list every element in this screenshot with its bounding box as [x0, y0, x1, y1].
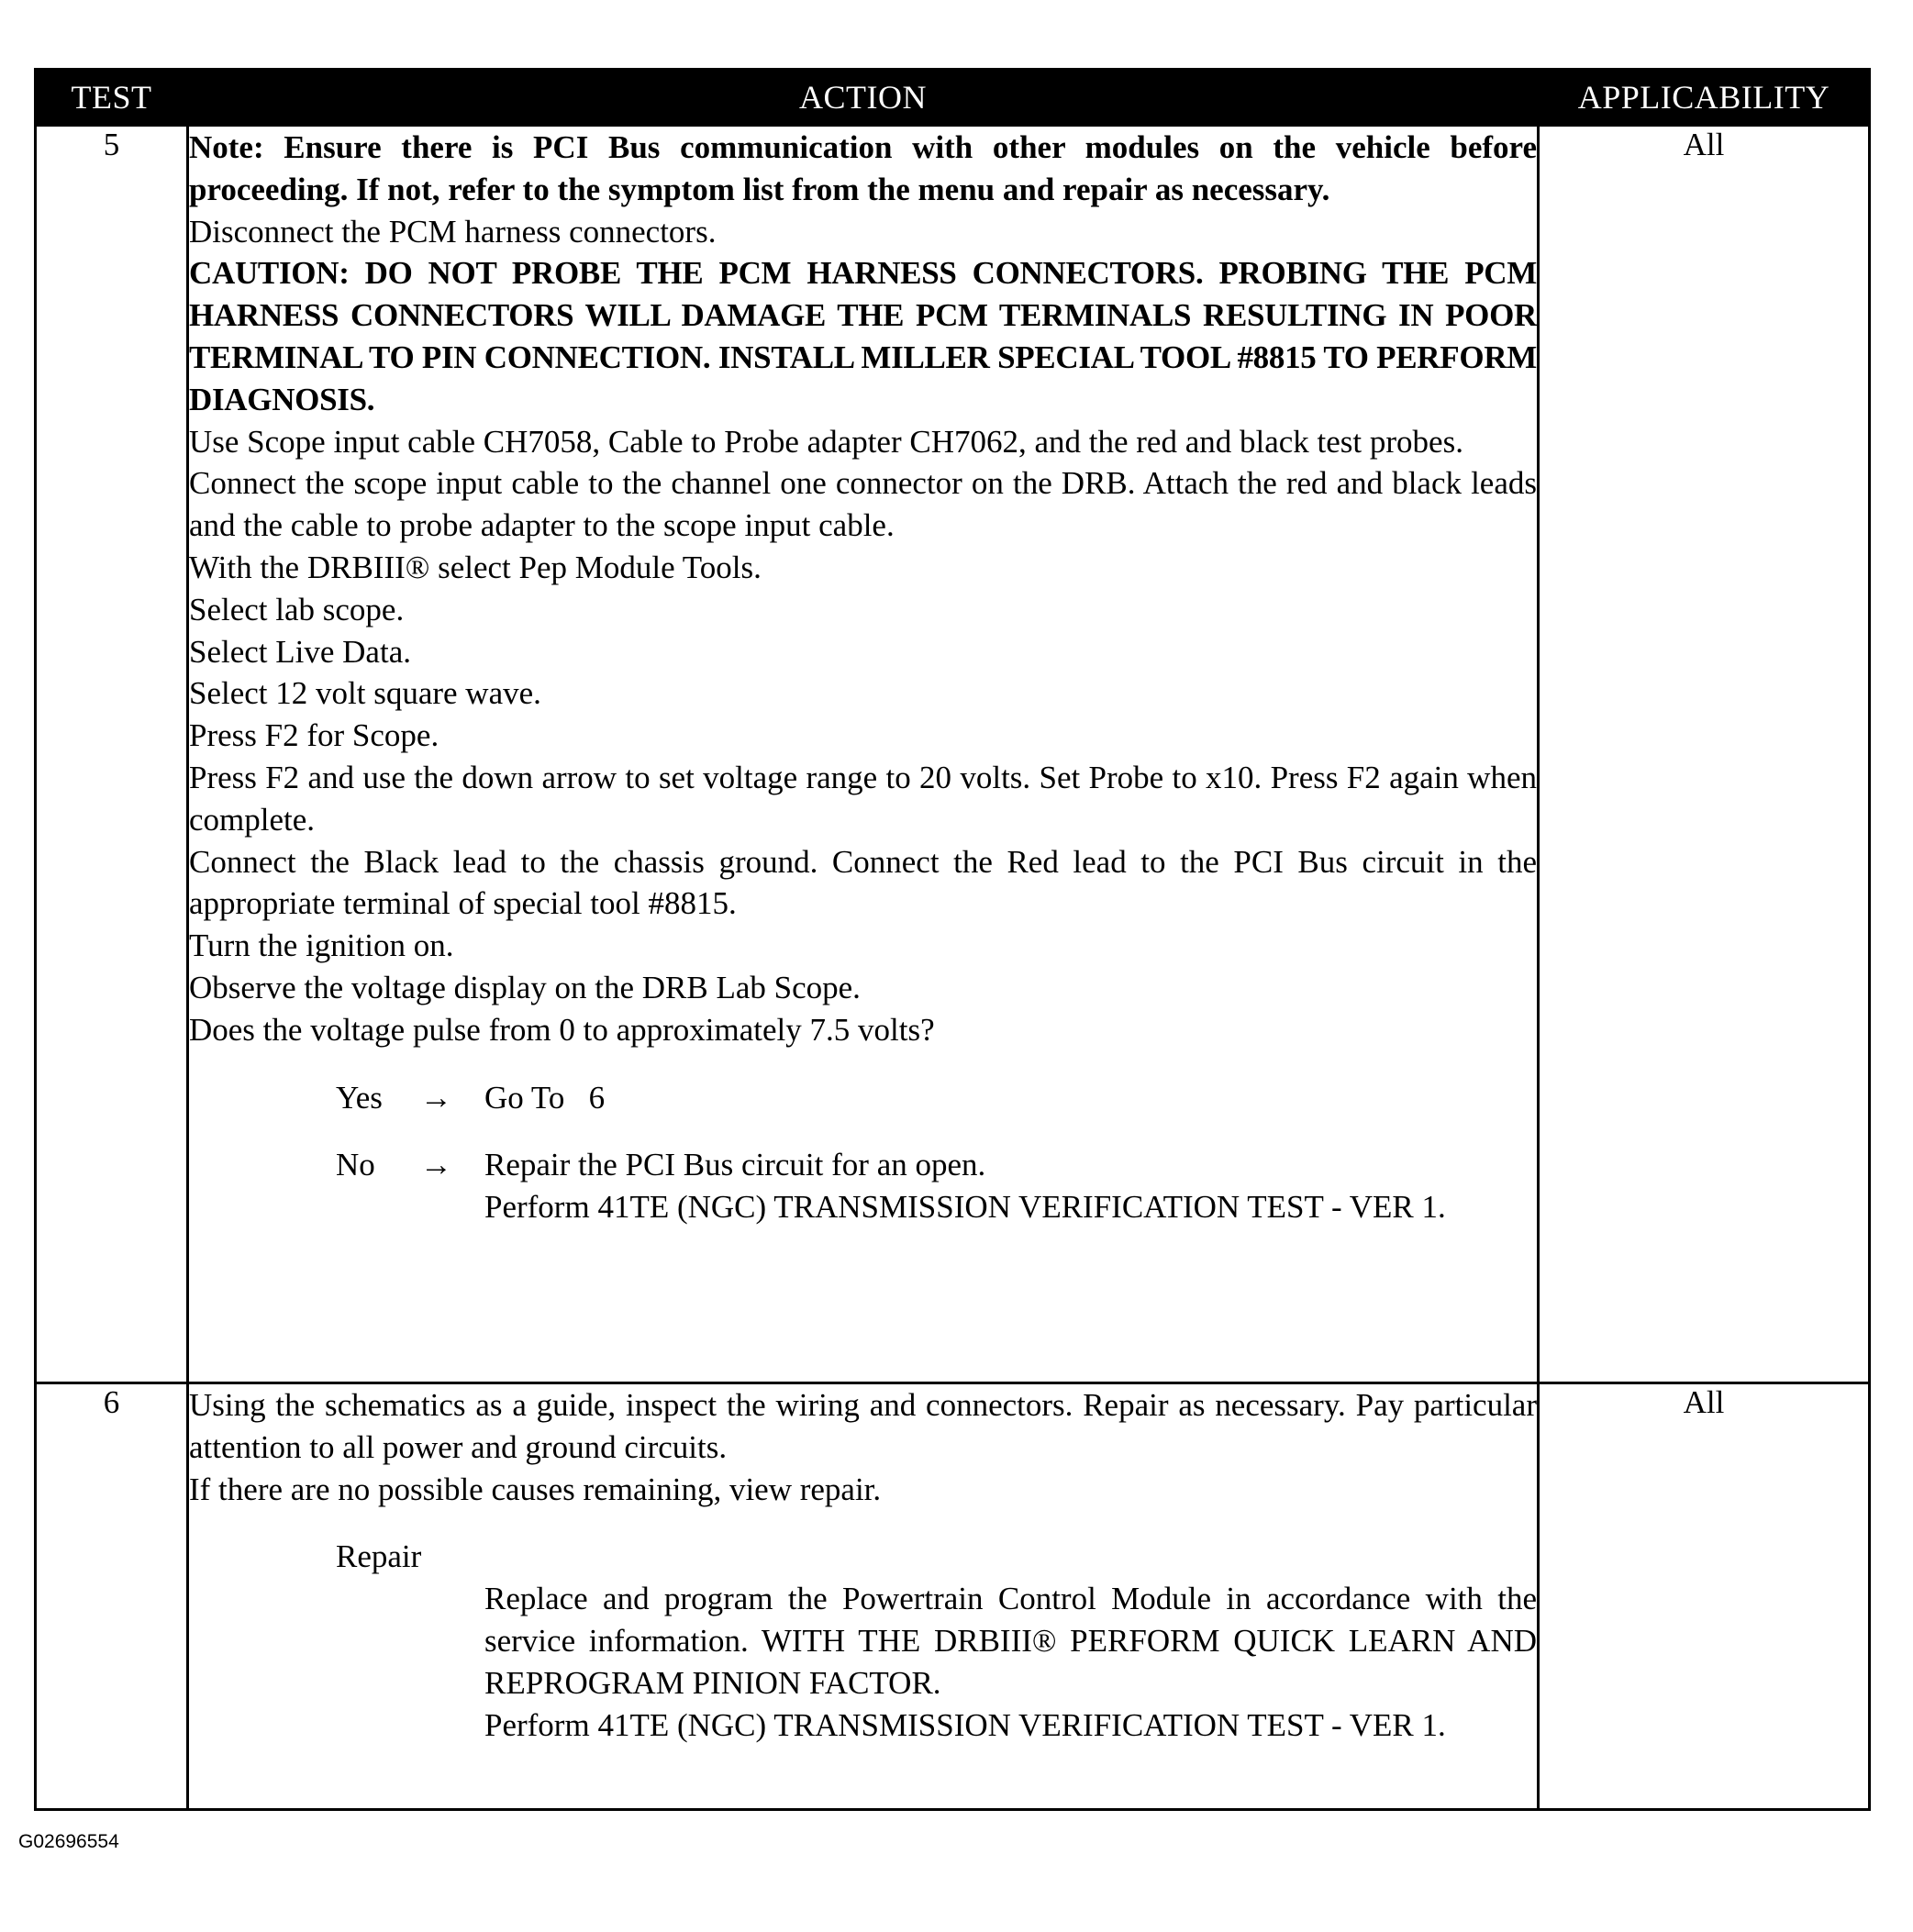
- action-line: Use Scope input cable CH7058, Cable to Probe adapter CH7062, and the red and black test probes.: [189, 423, 1463, 460]
- action-line: Select 12 volt square wave.: [189, 675, 541, 712]
- header-action: ACTION: [188, 70, 1539, 126]
- action-line: Connect the scope input cable to the channel one connector on the DRB. Attach the red and black leads and the cable to probe adapter to the scope input cable.: [189, 465, 1537, 544]
- caution-text: CAUTION: DO NOT PROBE THE PCM HARNESS CONNECTORS. PROBING THE PCM HARNESS CONNECTORS WILL DAMAGE THE PCM TERMINALS RESULTING IN POOR TERMINAL TO PIN CONNECTION. INSTALL MILLER SPECIAL TOOL #8815 TO PERFORM DIAGNOSIS.: [189, 255, 1537, 417]
- applicability-cell: All: [1539, 126, 1870, 1383]
- action-line: With the DRBIII® select Pep Module Tools.: [189, 549, 762, 585]
- table-header-row: [36, 70, 1870, 126]
- figure-id: G02696554: [18, 1831, 119, 1852]
- no-branch: [189, 1144, 1537, 1228]
- action-line: Press F2 and use the down arrow to set voltage range to 20 volts. Set Probe to x10. Press F2 again when complete.: [189, 759, 1537, 838]
- action-line: Press F2 for Scope.: [189, 717, 439, 754]
- applicability-cell: All: [1539, 1383, 1870, 1810]
- test-number: 6: [36, 1383, 188, 1810]
- repair-line: Replace and program the Powertrain Control Module in accordance with the service information. WITH THE DRBIII® PERFORM QUICK LEARN AND REPROGRAM PINION FACTOR.: [484, 1581, 1537, 1701]
- table-row: [36, 126, 1870, 1383]
- action-line: Select Live Data.: [189, 633, 411, 670]
- action-line: Disconnect the PCM harness connectors.: [189, 213, 717, 250]
- action-line: If there are no possible causes remaining, view repair.: [189, 1471, 882, 1507]
- action-cell: [188, 1383, 1539, 1810]
- header-test: TEST: [36, 70, 188, 126]
- yes-label: Yes: [336, 1079, 383, 1116]
- no-result-line: Repair the PCI Bus circuit for an open.: [484, 1147, 986, 1183]
- table-row: [36, 1383, 1870, 1810]
- yes-result: Go To 6: [484, 1079, 606, 1116]
- action-line: Observe the voltage display on the DRB Lab Scope.: [189, 969, 861, 1005]
- action-line: Does the voltage pulse from 0 to approximately 7.5 volts?: [189, 1011, 935, 1048]
- note-text: Note: Ensure there is PCI Bus communication with other modules on the vehicle before proceeding. If not, refer to the symptom list from the menu and repair as necessary.: [189, 129, 1537, 207]
- action-line: Turn the ignition on.: [189, 927, 454, 964]
- diagnostic-test-table: [34, 68, 1871, 1811]
- diagnostic-table-container: [34, 68, 1868, 1811]
- action-line: Connect the Black lead to the chassis ground. Connect the Red lead to the PCI Bus circuit in the appropriate terminal of special tool #8815.: [189, 843, 1537, 922]
- header-applicability: APPLICABILITY: [1539, 70, 1870, 126]
- action-line: Select lab scope.: [189, 591, 405, 627]
- action-cell: [188, 126, 1539, 1383]
- repair-text: [484, 1578, 1537, 1746]
- test-number: 5: [36, 126, 188, 1383]
- repair-label: Repair: [336, 1538, 422, 1575]
- action-line: Using the schematics as a guide, inspect the wiring and connectors. Repair as necessary. Pay particular attention to all power and ground circuits.: [189, 1387, 1537, 1465]
- no-result-line: Perform 41TE (NGC) TRANSMISSION VERIFICATION TEST - VER 1.: [484, 1189, 1446, 1226]
- no-result: [484, 1144, 1537, 1228]
- arrow-right-icon: →: [420, 1147, 452, 1183]
- repair-line: Perform 41TE (NGC) TRANSMISSION VERIFICATION TEST - VER 1.: [484, 1706, 1446, 1743]
- yes-branch: [189, 1077, 1537, 1119]
- no-label: No: [336, 1147, 375, 1183]
- arrow-right-icon: →: [420, 1079, 452, 1116]
